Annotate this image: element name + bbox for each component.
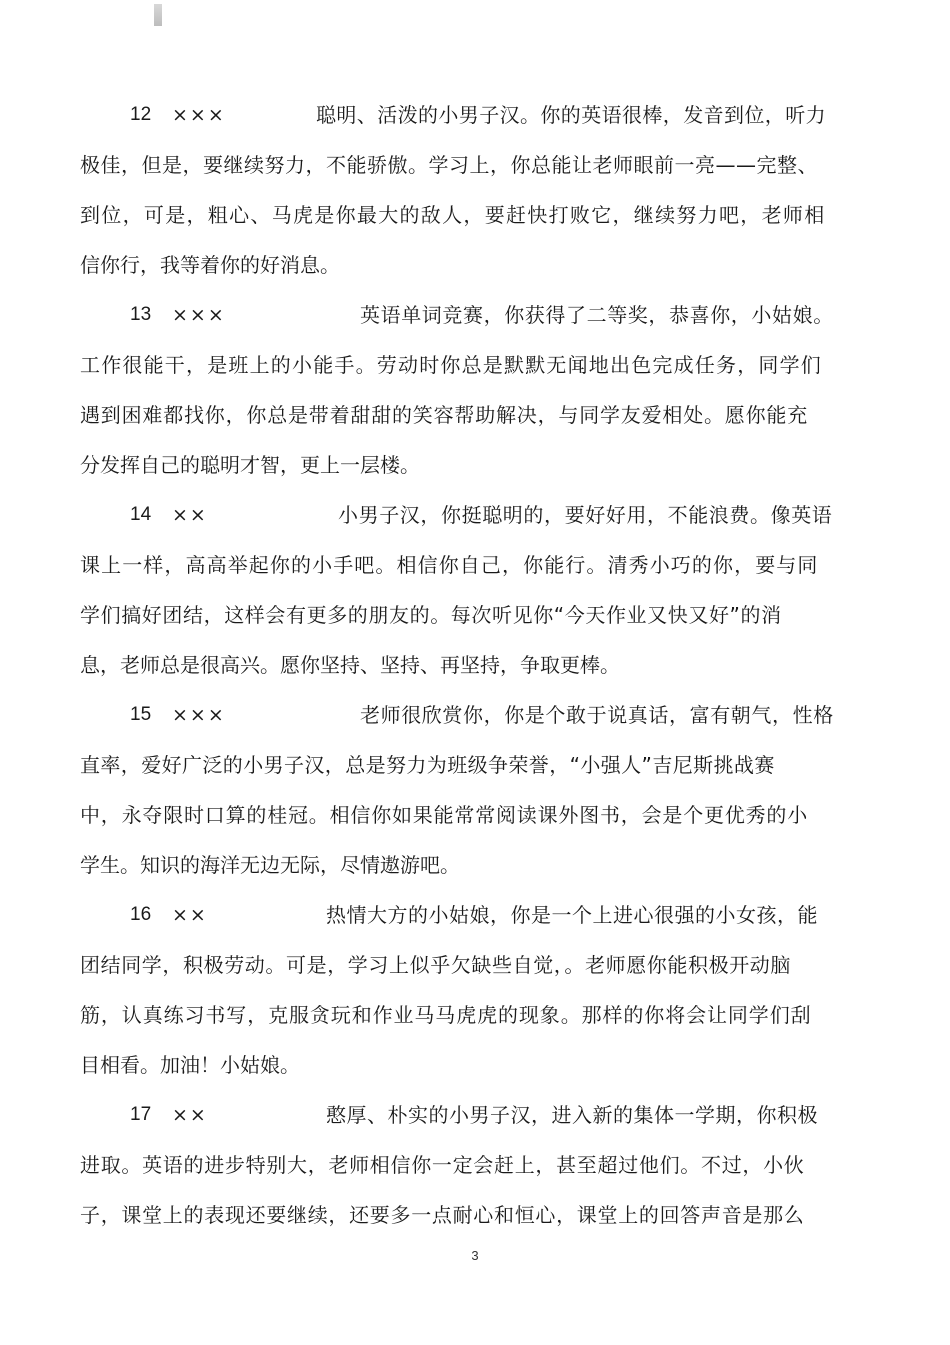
entry-text-line: 遇到困难都找你，你总是带着甜甜的笑容帮助解决，与同学友爱相处。愿你能充 [80,403,808,427]
entry-text-line: 热情大方的小姑娘，你是一个上进心很强的小女孩，能 [326,903,818,927]
entry-number: 17 [130,1104,152,1125]
entry-text-line: 工作很能干，是班上的小能手。劳动时你总是默默无闻地出色完成任务，同学们 [80,353,822,377]
entry-number: 16 [130,904,152,925]
entry-text-line: 极佳，但是，要继续努力，不能骄傲。学习上，你总能让老师眼前一亮——完整、 [80,153,818,177]
entry-text-line: 信你行，我等着你的好消息。 [80,253,340,277]
entry-text-line: 直率，爱好广泛的小男子汉，总是努力为班级争荣誉，“小强人”吉尼斯挑战赛 [80,753,775,777]
student-name: ×× [172,504,208,526]
entry-text-line: 小男子汉，你挺聪明的，要好好用，不能浪费。像英语 [338,503,833,527]
comment-entry-14 [80,490,860,690]
student-name: ×× [172,1104,208,1126]
entry-first-line [80,490,860,540]
entry-number: 15 [130,704,152,725]
entry-text-line: 英语单词竞赛，你获得了二等奖，恭喜你，小姑娘。 [360,303,834,327]
entry-number: 13 [130,304,152,325]
entry-first-line [80,890,860,940]
comment-entry-17 [80,1090,860,1240]
entry-text-line: 学们搞好团结，这样会有更多的朋友的。每次听见你“今天作业又快又好”的消 [80,603,782,627]
entry-text-line: 子，课堂上的表现还要继续，还要多一点耐心和恒心，课堂上的回答声音是那么 [80,1203,805,1227]
entry-first-line [80,690,860,740]
entry-text-line: 息，老师总是很高兴。愿你坚持、坚持、再坚持，争取更棒。 [80,653,620,677]
entry-text-line: 学生。知识的海洋无边无际，尽情遨游吧。 [80,853,460,877]
page-number: 3 [471,1248,479,1263]
entry-number: 14 [130,504,152,525]
entry-first-line [80,1090,860,1140]
comment-entry-12 [80,90,860,290]
entry-text-line: 团结同学，积极劳动。可是，学习上似乎欠缺些自觉，。老师愿你能积极开动脑 [80,953,791,977]
entry-first-line [80,290,860,340]
entry-text-line: 分发挥自己的聪明才智，更上一层楼。 [80,453,420,477]
entry-text-line: 进取。英语的进步特别大，老师相信你一定会赶上，甚至超过他们。不过，小伙 [80,1153,805,1177]
comment-entry-15 [80,690,860,890]
entry-text-line: 憨厚、朴实的小男子汉，进入新的集体一学期，你积极 [326,1103,818,1127]
entry-text-line: 到位，可是，粗心、马虎是你最大的敌人，要赶快打败它，继续努力吧，老师相 [80,203,826,227]
comment-entry-16 [80,890,860,1090]
entry-text-line: 目相看。加油！小姑娘。 [80,1053,300,1077]
scan-mark [154,4,162,26]
entry-number: 12 [130,104,152,125]
student-name: ××× [172,704,226,726]
student-name: ×× [172,904,208,926]
student-name: ××× [172,104,226,126]
entry-text-line: 中，永夺限时口算的桂冠。相信你如果能常常阅读课外图书，会是个更优秀的小 [80,803,808,827]
entry-text-line: 筋，认真练习书写，克服贪玩和作业马马虎虎的现象。那样的你将会让同学们刮 [80,1003,812,1027]
entry-text-line: 老师很欣赏你，你是个敢于说真话，富有朝气，性格 [360,703,834,727]
entry-text-line: 课上一样，高高举起你的小手吧。相信你自己，你能行。清秀小巧的你，要与同 [80,553,819,577]
comment-entry-13 [80,290,860,490]
entry-first-line [80,90,860,140]
student-name: ××× [172,304,226,326]
entry-text-line: 聪明、活泼的小男子汉。你的英语很棒，发音到位，听力 [316,103,826,127]
